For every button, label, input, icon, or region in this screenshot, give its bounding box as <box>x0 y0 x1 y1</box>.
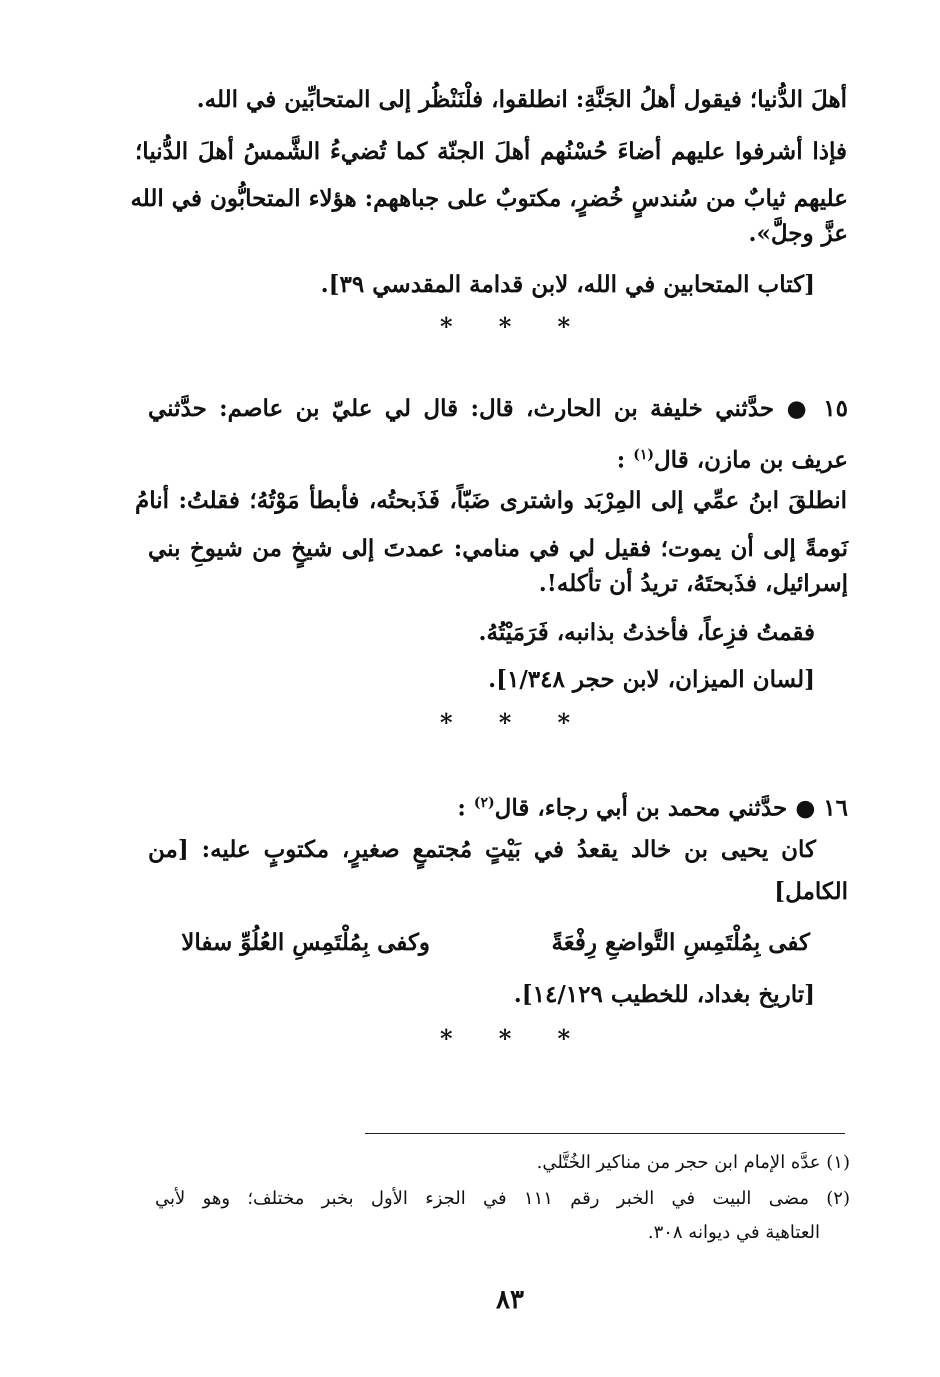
star-icon: * <box>557 1024 570 1053</box>
body-line: أهلَ الدُّنيا؛ فيقول أهلُ الجَنَّةِ: انطلقوا، فلْنَنْظُر إلى المتحابِّين في الله. <box>196 86 847 113</box>
body-line: عليهم ثيابٌ من سُندسٍ خُضرٍ، مكتوبٌ على جباههم: هؤلاء المتحابُّون في الله <box>130 185 848 212</box>
body-line: انطلقَ ابنُ عمِّي إلى المِرْبَد واشترى ضَبّاً، فَذَبحتُه، فأبطأ مَوْتُهُ؛ فقلتُ: أنامُ <box>135 487 847 514</box>
narration-text: ١٦ ● حدَّثني محمد بن أبي رجاء، قال <box>494 794 848 822</box>
section-separator <box>440 312 570 341</box>
section-separator <box>440 708 570 737</box>
footnote-ref: (١) <box>633 447 654 463</box>
star-icon: * <box>557 312 570 341</box>
source-citation: [لسان الميزان، لابن حجر ١/٣٤٨]. <box>488 666 815 693</box>
star-icon: * <box>498 1024 512 1053</box>
body-line: عزَّ وجلَّ». <box>748 220 848 247</box>
star-icon: * <box>440 708 453 737</box>
star-icon: * <box>440 1024 453 1053</box>
footnote-2-cont: العتاهية في ديوانه ٣٠٨. <box>647 1222 820 1243</box>
body-line: إسرائيل، فذَبحتَهُ، تريدُ أن تأكله!. <box>538 570 848 597</box>
colon: : <box>616 446 634 474</box>
footnote-divider <box>365 1133 845 1134</box>
body-line: كان يحيى بن خالد يقعدُ في بَيْتٍ مُجتمعٍ صغيرٍ، مكتوبٍ عليه: [من <box>148 836 816 863</box>
star-icon: * <box>440 312 453 341</box>
star-icon: * <box>557 708 570 737</box>
section-separator <box>440 1024 570 1053</box>
source-citation: [تاريخ بغداد، للخطيب ١٤/١٢٩]. <box>513 981 815 1008</box>
verse-hemistich-second: وكفى بِمُلْتَمِسِ العُلُوِّ سفالا <box>181 929 430 956</box>
footnote-ref: (٢) <box>473 795 495 811</box>
colon: : <box>457 794 474 822</box>
verse-hemistich-first: كفى بِمُلْتَمِسِ التَّواضعِ رِفْعَةً <box>551 929 810 956</box>
footnote-1: (١) عدَّه الإمام ابن حجر من مناكير الخُتَّلي. <box>536 1152 850 1173</box>
footnote-2: (٢) مضى البيت في الخبر رقم ١١١ في الجزء الأول بخبر مختلف؛ وهو لأبي <box>155 1188 850 1209</box>
narration-text: عريف بن مازن، قال <box>653 446 848 474</box>
page-number: ٨٣ <box>496 1285 524 1315</box>
narration-heading-15: ١٥ ● حدَّثني خليفة بن الحارث، قال: قال لي عليّ بن عاصم: حدَّثني <box>148 395 848 422</box>
narration-heading-15-cont <box>560 437 848 479</box>
body-line: نَومةً إلى أن يموت؛ فقيل لي في منامي: عمدتَ إلى شيخٍ من شيوخِ بني <box>148 535 848 562</box>
narration-heading-16 <box>420 785 848 827</box>
body-line: فقمتُ فزِعاً، فأخذتُ بذانبه، فَرَمَيْتُهُ. <box>478 619 815 646</box>
star-icon: * <box>498 312 512 341</box>
source-citation: [كتاب المتحابين في الله، لابن قدامة المقدسي ٣٩]. <box>320 271 815 298</box>
body-line: فإذا أشرفوا عليهم أضاءَ حُسْنُهم أهلَ الجنّة كما تُضيءُ الشَّمسُ أهلَ الدُّنيا؛ <box>135 138 847 165</box>
body-line: الكامل] <box>774 878 848 905</box>
star-icon: * <box>498 708 512 737</box>
